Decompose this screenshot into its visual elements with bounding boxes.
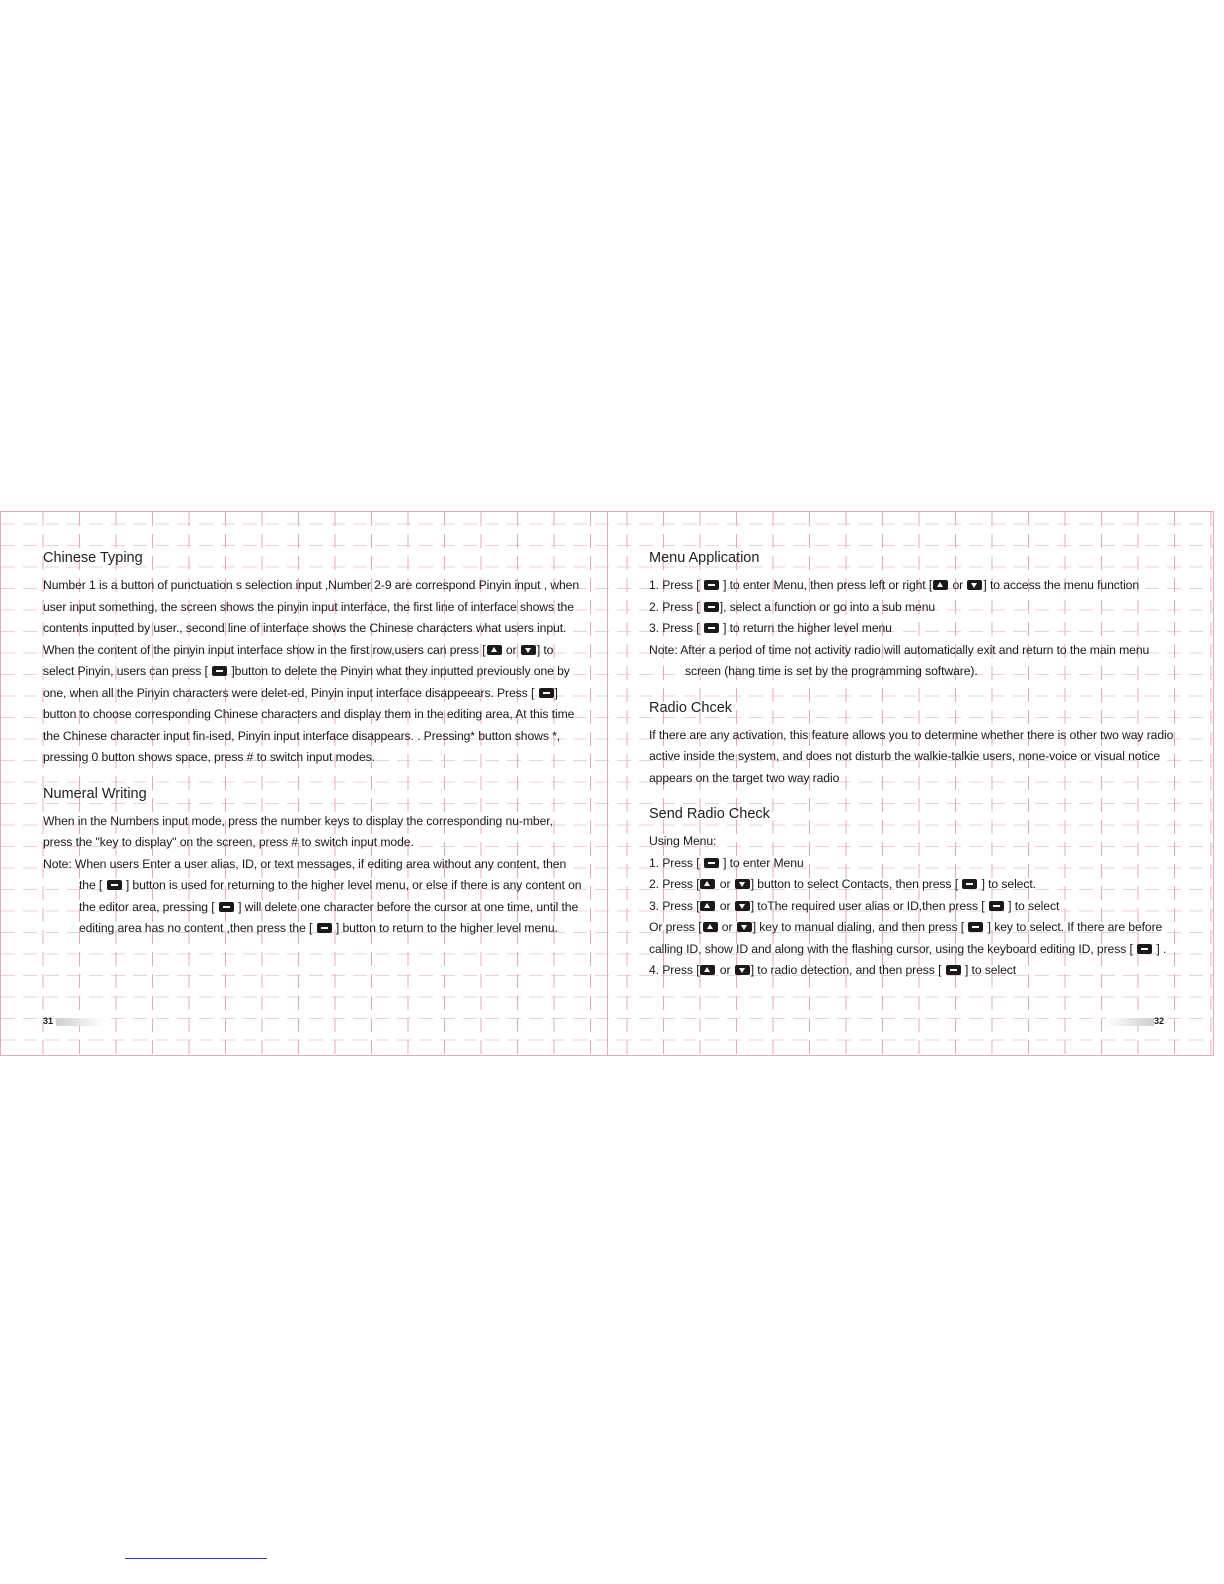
menu-key-icon [962,879,977,889]
section-menu-application [649,549,1179,683]
section-body: If there are any activation, this feature allows you to determine whether there is other two way radio active inside the system, and does not disturb the walkie-talkie users, none-voice or visual notice appears on the target two way radio [649,727,1174,785]
up-key-icon [487,645,502,655]
menu-key-icon [968,922,983,932]
menu-key-icon [704,580,719,590]
menu-key-icon [704,858,719,868]
section-title: Menu Application [649,550,760,566]
using-menu: Using Menu: [649,834,717,848]
down-key-icon [735,965,750,975]
down-key-icon [735,901,750,911]
back-key-icon [317,923,332,933]
menu-step-2: 2. Press [ ], select a function or go into a sub menu [649,599,936,614]
menu-note: Note: After a period of time not activity radio will automatically exit and return to the main menu screen (hang time is set by the programming software). [649,642,1150,678]
back-key-icon [219,902,234,912]
section-title: Chinese Typing [43,550,143,566]
section-chinese-typing [43,549,583,769]
right-page [649,549,1179,998]
section-title: Radio Chcek [649,699,733,716]
back-key-icon [212,666,227,676]
up-key-icon [700,901,715,911]
menu-key-icon [989,901,1004,911]
page-gutter [607,512,608,1055]
menu-key-icon [704,602,719,612]
send-step-1: 1. Press [ ] to enter Menu [649,855,804,870]
link-underline [125,1558,267,1559]
send-or-press: Or press [ or ] key to manual dialing, and then press [ ] key to select. If there are before calling ID, show ID and along with the flashing cursor, using the keyboard editing ID, press [ ] . [649,920,1167,956]
send-step-4: 4. Press [ or ] to radio detection, and then press [ ] to select [649,963,1017,977]
page-number: 32 [1154,1016,1165,1026]
section-title: Numeral Writing [43,785,147,802]
section-title: Send Radio Check [649,806,770,822]
section-body: When in the Numbers input mode, press the number keys to display the corresponding nu-mber, press the "key to display" on the screen, press # to switch input mode. [43,813,553,849]
left-page [43,549,583,956]
menu-key-icon [539,688,554,698]
up-key-icon [703,922,718,932]
section-body: Number 1 is a button of punctuation s selection input ,Number 2-9 are correspond Pinyin input , when user input something, the screen shows the pinyin input interface, the first line of interface shows the contents inputted by user., second line of interface shows the Chinese characters what users input. When the content of the pinyin input interface show in the first row,users can press [ or ] to select Pinyin, users can press [ ]button to delete the Pinyin what they inputted previously one by one, when all the Pinyin characters were delet-ed, Pinyin input interface disappeears. Press [ ] button to choose corresponding Chinese characters and display them in the editing area, At this time the Chinese character input fin-ised, Pinyin input interface disappears. . Pressing* button shows *, pressing 0 button shows space, press # to switch input modes. [43,578,580,764]
menu-step-3: 3. Press [ ] to return the higher level menu [649,621,892,635]
down-key-icon [735,879,750,889]
menu-key-icon [946,965,961,975]
menu-key-icon [1137,944,1152,954]
page-number: 31 [43,1016,54,1026]
up-key-icon [933,580,948,590]
back-key-icon [107,880,122,890]
section-send-radio-check [649,805,1179,982]
send-step-3: 3. Press [ or ] toThe required user alias or ID,then press [ ] to select [649,898,1060,913]
down-key-icon [737,922,752,932]
back-key-icon [704,623,719,633]
down-key-icon [967,580,982,590]
page-number-bar [1106,1018,1154,1026]
menu-step-1: 1. Press [ ] to enter Menu, then press left or right [ or ] to access the menu function [649,578,1140,592]
down-key-icon [521,645,536,655]
section-numeral-writing [43,785,583,940]
section-radio-check [649,699,1179,790]
page-number-bar [56,1018,104,1026]
up-key-icon [700,965,715,975]
send-step-2: 2. Press [ or ] button to select Contacts, then press [ ] to select. [649,877,1036,891]
section-note: Note: When users Enter a user alias, ID, or text messages, if editing area without any content, then the [ ] button is used for returning to the higher level menu, or else if there is any content on the editor area, pressing [ ] will delete one character before the cursor at one time, until the editing area has no content ,then press the [ ] button to return to the higher level menu. [43,856,582,935]
up-key-icon [700,879,715,889]
